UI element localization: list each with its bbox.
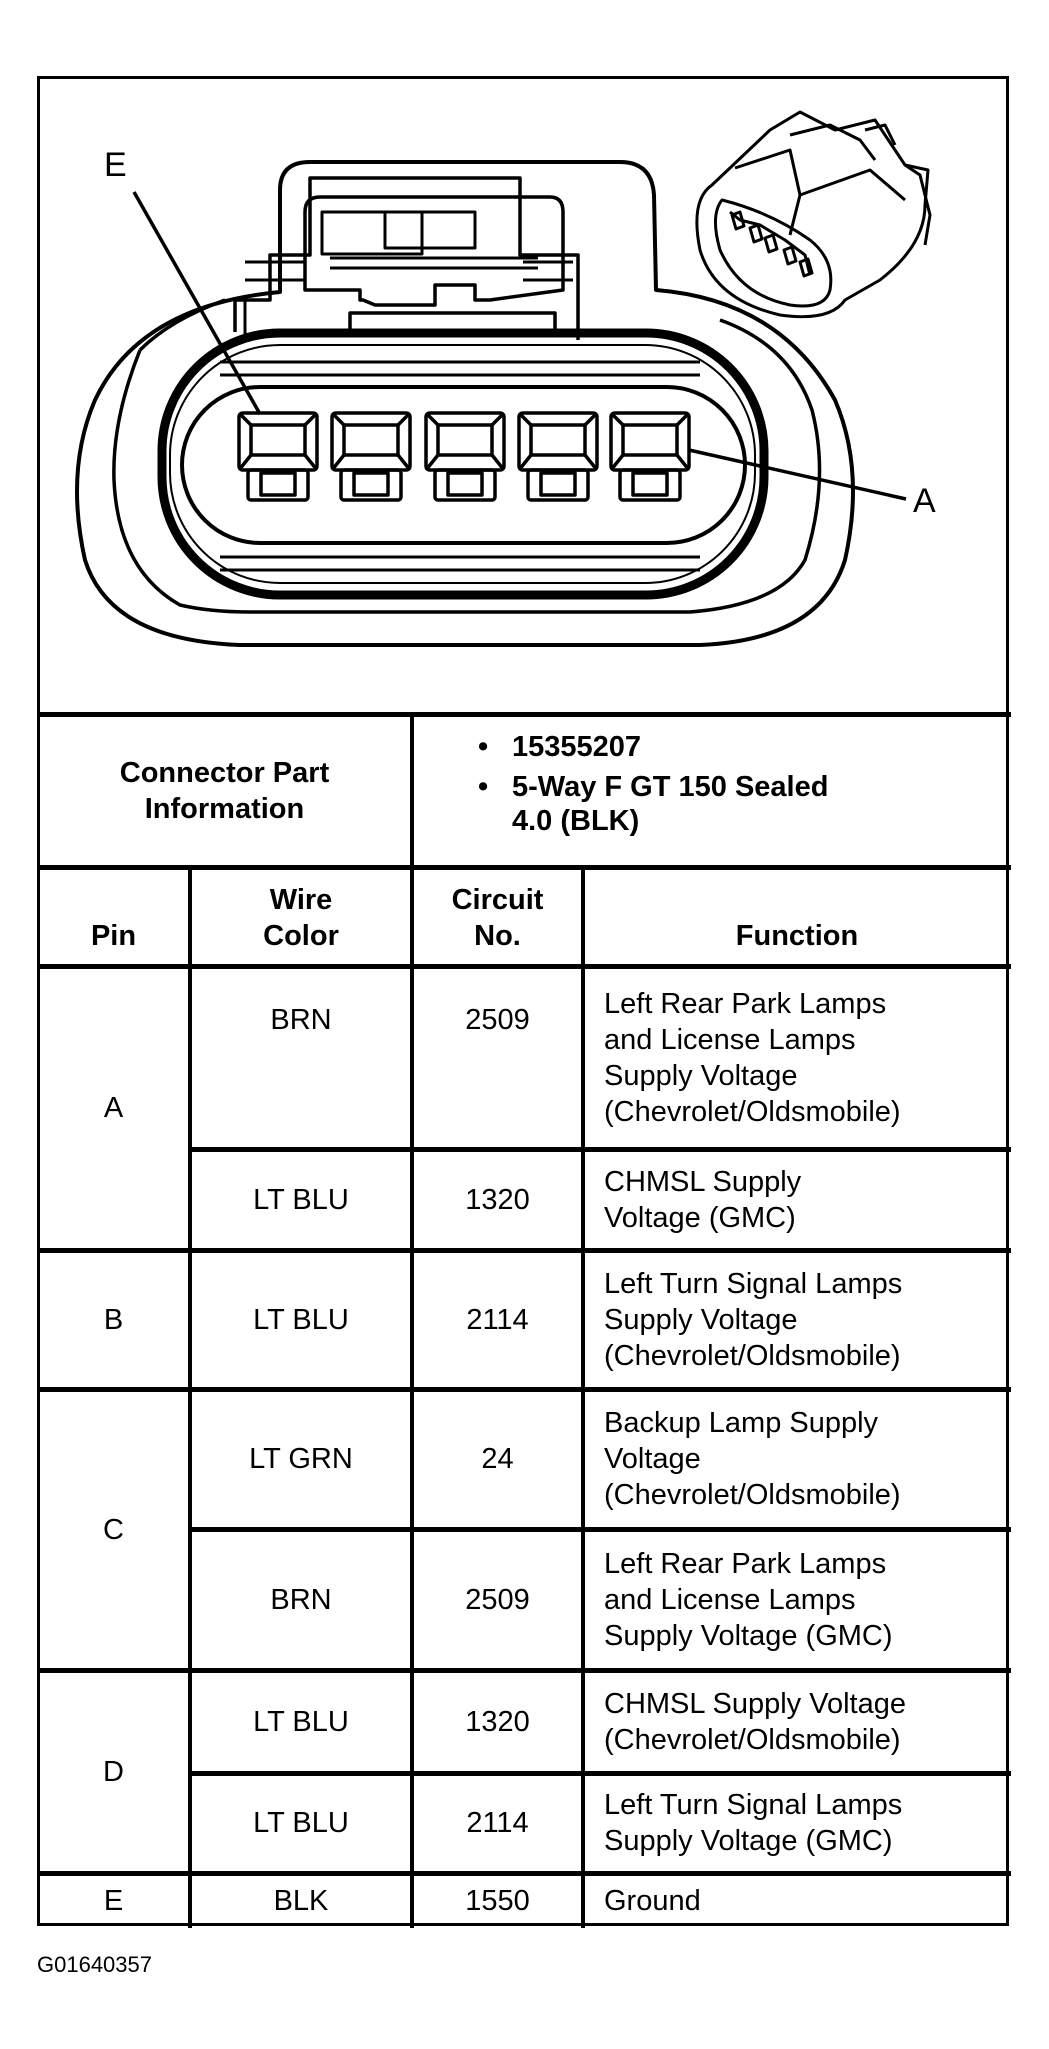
- connector-isometric-view: [697, 112, 930, 317]
- header-function: [583, 867, 1011, 966]
- wire-color-cell: LT GRN: [249, 1443, 353, 1475]
- bullet-icon: •: [478, 731, 489, 763]
- connector-info-item: [412, 730, 1011, 764]
- pin-a-leader-line: [689, 450, 906, 499]
- header-function-text: Function: [735, 920, 859, 952]
- function-line: Ground: [604, 1884, 701, 1917]
- header-wire-color: [190, 867, 412, 966]
- circuit-cell: 2509: [465, 1004, 530, 1036]
- connector-info-label-line: Information: [144, 792, 305, 825]
- function-line: (Chevrolet/Oldsmobile): [604, 1723, 901, 1756]
- connector-description-line: 4.0 (BLK): [512, 805, 640, 837]
- function-line: Supply Voltage: [604, 1303, 798, 1336]
- figure-id-caption: G01640357: [37, 1952, 152, 1977]
- header-circuit-no: [412, 867, 583, 966]
- function-line: Supply Voltage (GMC): [604, 1619, 893, 1652]
- circuit-cell: 2114: [466, 1807, 529, 1839]
- pin-label-a: A: [913, 482, 936, 520]
- function-cell: [583, 1670, 1011, 1773]
- function-line: Left Rear Park Lamps: [604, 1547, 887, 1580]
- function-line: Voltage (GMC): [604, 1201, 796, 1234]
- function-line: Backup Lamp Supply: [604, 1407, 879, 1439]
- connector-info-label: [37, 714, 412, 867]
- function-cell: [583, 1773, 1011, 1873]
- function-cell: [583, 1149, 1011, 1250]
- header-circuit-line: No.: [474, 920, 521, 952]
- pin-cell-b: B: [103, 1303, 124, 1336]
- circuit-cell: 24: [481, 1443, 514, 1475]
- wire-color-cell: BRN: [270, 1583, 332, 1616]
- wire-color-cell: LT BLU: [253, 1705, 349, 1738]
- function-line: Supply Voltage: [604, 1059, 798, 1092]
- wire-color-cell: BLK: [273, 1884, 329, 1917]
- function-line: (Chevrolet/Oldsmobile): [604, 1095, 901, 1128]
- function-line: CHMSL Supply: [604, 1165, 802, 1198]
- connector-info-item: [412, 770, 1011, 838]
- pin-cavity: [182, 387, 745, 543]
- circuit-cell: 1550: [465, 1884, 530, 1917]
- pin-cell-d: D: [103, 1755, 124, 1788]
- function-line: Supply Voltage (GMC): [604, 1825, 893, 1857]
- pin-cell-a: A: [103, 1092, 124, 1124]
- circuit-cell: 2509: [465, 1583, 530, 1616]
- bullet-icon: •: [478, 771, 489, 803]
- latch-tab: [305, 197, 563, 255]
- connector-part-number: 15355207: [512, 731, 642, 763]
- circuit-cell: 1320: [465, 1183, 530, 1216]
- connector-description-line: 5-Way F GT 150 Sealed: [512, 771, 829, 803]
- header-pin: [37, 867, 190, 966]
- function-line: and License Lamps: [604, 1583, 856, 1616]
- wire-color-cell: LT BLU: [253, 1807, 349, 1839]
- wire-color-cell: LT BLU: [253, 1303, 349, 1336]
- header-pin-text: Pin: [90, 920, 137, 952]
- function-cell: [583, 1389, 1011, 1529]
- connector-info-label-line: Connector Part: [119, 756, 330, 789]
- function-line: (Chevrolet/Oldsmobile): [604, 1479, 901, 1511]
- circuit-cell: 1320: [465, 1705, 530, 1738]
- function-cell: [583, 1873, 1011, 1928]
- pin-terminals: [239, 413, 689, 500]
- function-cell: [583, 1250, 1011, 1389]
- function-line: CHMSL Supply Voltage: [604, 1687, 906, 1720]
- function-line: Left Rear Park Lamps: [604, 987, 887, 1020]
- function-line: Left Turn Signal Lamps: [604, 1267, 903, 1300]
- header-circuit-line: Circuit: [451, 884, 544, 916]
- function-cell: [583, 966, 1011, 1149]
- function-cell: [583, 1529, 1011, 1670]
- function-line: Voltage: [604, 1443, 701, 1475]
- function-line: Left Turn Signal Lamps: [604, 1789, 903, 1821]
- function-line: and License Lamps: [604, 1023, 856, 1056]
- wire-color-cell: LT BLU: [253, 1183, 349, 1216]
- header-wire-color-line: Wire: [269, 884, 333, 916]
- connector-face-drawing: [0, 0, 1049, 714]
- header-wire-color-line: Color: [263, 920, 339, 952]
- pin-cell-e: E: [103, 1884, 124, 1917]
- wire-color-cell: BRN: [270, 1004, 332, 1036]
- connector-info-list: [412, 714, 1011, 867]
- pin-label-e: E: [104, 146, 127, 184]
- circuit-cell: 2114: [466, 1303, 529, 1336]
- pin-e-leader-line: [134, 192, 260, 414]
- function-line: (Chevrolet/Oldsmobile): [604, 1339, 901, 1372]
- pin-cell-c: C: [103, 1513, 124, 1546]
